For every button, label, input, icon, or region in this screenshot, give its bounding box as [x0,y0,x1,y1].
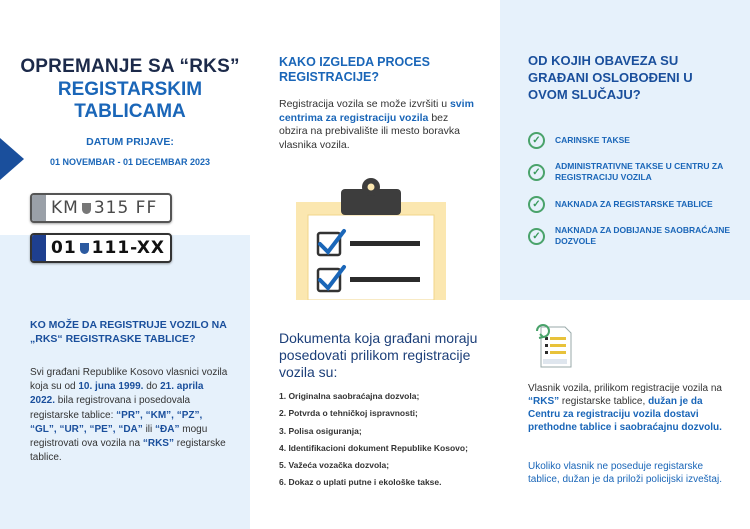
documents-heading: Dokumenta koja građani moraju posedovati prilikom registracije vozila su: [279,330,478,380]
plate-new-prefix: 01 [51,238,77,258]
exemption-item [528,130,733,150]
exemption-label: ADMINISTRATIVNE TAKSE U CENTRU ZA REGISTRACIJU VOZILA [555,161,723,182]
plate-new-number: 111-XX [91,238,166,258]
document-item: 4. Identifikacioni dokument Republike Kosovo; [279,442,468,453]
exemption-label: NAKNADA ZA REGISTARSKE TABLICE [555,198,713,209]
title-line-2: REGISTARSKIM [57,79,203,100]
kosovo-map-icon [80,243,89,254]
date-label: DATUM PRIJAVE: [86,136,174,148]
exemptions-list [528,130,733,248]
document-item: 6. Dokaz o uplati putne i ekološke takse. [279,477,442,488]
date-value: 01 NOVEMBAR - 01 DECEMBAR 2023 [49,157,211,167]
title-line-1: OPREMANJE SA “RKS” [20,56,240,77]
process-heading: KAKO IZGLEDA PROCES REGISTRACIJE? [279,55,430,84]
check-icon: ✓ [528,228,545,245]
old-license-plate [30,193,172,223]
document-item: 3. Polisa osiguranja; [279,425,362,436]
exemption-item [528,194,733,214]
check-icon: ✓ [528,164,545,181]
document-item: 1. Originalna saobraćajna dozvola; [279,391,420,401]
police-report-note: Ukoliko vlasnik ne poseduje registarske tablice, dužan je da priloži policijski izveštaj. [528,461,722,485]
check-icon: ✓ [528,196,545,213]
documents-list [279,390,489,494]
plate-strip [32,195,46,221]
exemption-item [528,160,733,184]
registration-document-icon [535,323,573,369]
exemption-label: CARINSKE TAKSE [555,134,630,145]
clipboard-checklist-icon [296,175,446,300]
process-text: Registracija vozila se može izvršiti u svim centrima za registraciju vozila bez obzira na prebivalište ili mesto boravka vlasnika vozila. [279,98,474,151]
crest-icon [82,203,91,214]
who-can-register-text: Svi građani Republike Kosovo vlasnici vozila koja su od 10. juna 1999. do 21. aprila 2022. bila registrovana i posedovala registarske tablice: “PR”, “KM”, “PZ”, “GL”, “UR”, “PE”, “DA” ili “ĐA” mogu registrovati ova vozila na “RKS” registarske tablice. [30,367,228,464]
exemption-item [528,224,733,248]
plate-strip [32,235,46,261]
owner-obligation-text: Vlasnik vozila, prilikom registracije vozila na “RKS” registarske tablice, dužan je da Centru za registraciju vozila dostavi prethodne tablice i saobraćajnu dozvolu. [528,383,722,433]
new-rks-license-plate [30,233,172,263]
plate-old-prefix: KM [51,198,79,218]
check-icon: ✓ [528,132,545,149]
exemption-label: NAKNADA ZA DOBIJANJE SAOBRAĆAJNE DOZVOLE [555,225,731,246]
title-line-3: TABLICAMA [74,101,186,122]
plate-old-number: 315 FF [93,198,158,218]
exemptions-heading: OD KOJIH OBAVEZA SU GRAĐANI OSLOBOĐENI U OVOM SLUČAJU? [528,53,693,102]
document-item: 5. Važeća vozačka dozvola; [279,460,390,471]
document-item: 2. Potvrda o tehničkoj ispravnosti; [279,408,418,419]
who-can-register-heading: KO MOŽE DA REGISTRUJE VOZILO NA „RKS“ REGISTRASKE TABLICE? [30,319,227,345]
